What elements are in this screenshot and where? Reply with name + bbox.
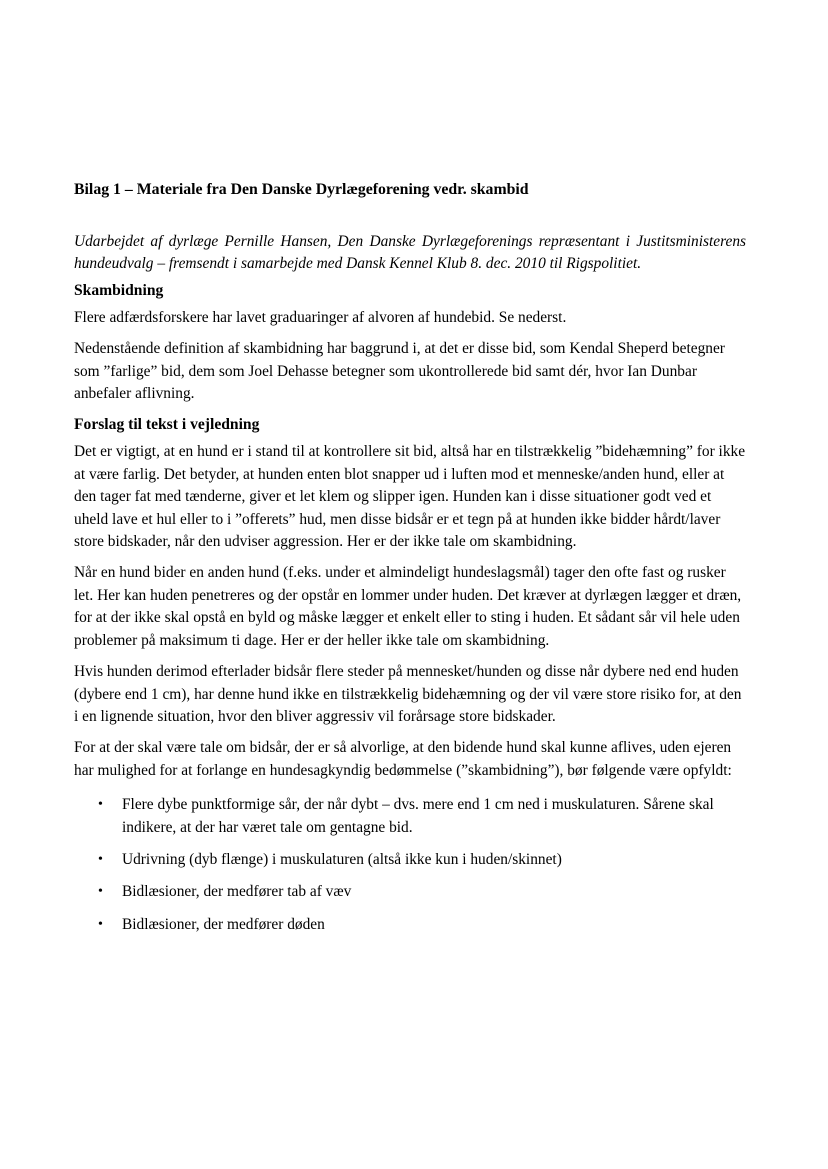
list-item-text: Flere dybe punktformige sår, der når dybt – dvs. mere end 1 cm ned i muskulaturen. Sårene skal indikere, at der har været tale om gentagne bid. <box>122 796 714 836</box>
section-heading: Skambidning <box>74 281 164 299</box>
document-page <box>74 179 746 946</box>
list-item-text: Bidlæsioner, der medfører tab af væv <box>122 883 352 901</box>
paragraph: Nedenstående definition af skambidning har baggrund i, at det er disse bid, som Kendal Sheperd betegner som ”farlige” bid, dem som Joel Dehasse betegner som ukontrollerede bid samt dér, hvor Ian Dunbar anbefaler aflivning. <box>74 340 725 403</box>
list-item <box>74 794 746 839</box>
bullet-icon: • <box>98 851 103 867</box>
bullet-icon: • <box>98 916 103 932</box>
bullet-icon: • <box>98 797 103 813</box>
list-item-text: Bidlæsioner, der medfører døden <box>122 915 325 933</box>
section-forslag <box>74 414 746 936</box>
paragraph: For at der skal være tale om bidsår, der er så alvorlige, at den bidende hund skal kunne aflives, uden ejeren har mulighed for at forlange en hundesagkyndig bedømmelse (”skambidning”), bør følgende være opfyldt: <box>74 739 732 779</box>
section-heading: Forslag til tekst i vejledning <box>74 416 260 434</box>
paragraph: Flere adfærdsforskere har lavet graduaringer af alvoren af hundebid. Se nederst. <box>74 308 567 326</box>
list-item <box>74 914 746 936</box>
list-item-text: Udrivning (dyb flænge) i muskulaturen (altså ikke kun i huden/skinnet) <box>122 850 562 868</box>
section-skambidning <box>74 280 746 406</box>
bullet-icon: • <box>98 884 103 900</box>
paragraph: Når en hund bider en anden hund (f.eks. under et almindeligt hundeslagsmål) tager den ofte fast og rusker let. Her kan huden penetreres og der opstår en lommer under huden. Det kræver at dyrlægen lægger et dræn, for at der ikke skal opstå en byld og måske lægger et enkelt eller to sting i huden. Et sådant sår vil hele uden problemer på maksimum ti dage. Her er der heller ikke tale om skambidning. <box>74 564 742 649</box>
list-item <box>74 849 746 871</box>
intro-paragraph: Udarbejdet af dyrlæge Pernille Hansen, Den Danske Dyrlægeforenings repræsentant i Justitsministerens hundeudvalg – fremsendt i samarbejde med Dansk Kennel Klub 8. dec. 2010 til Rigspolitiet. <box>74 233 746 273</box>
list-item <box>74 881 746 903</box>
paragraph: Hvis hunden derimod efterlader bidsår flere steder på mennesket/hunden og disse når dybere ned end huden (dybere end 1 cm), har denne hund ikke en tilstrækkelig bidehæmning og der vil være store risiko for, at den i en lignende situation, hvor den bliver aggressiv vil forårsage store bidskader. <box>74 663 742 725</box>
document-title: Bilag 1 – Materiale fra Den Danske Dyrlægeforening vedr. skambid <box>74 181 529 198</box>
paragraph: Det er vigtigt, at en hund er i stand til at kontrollere sit bid, altså har en tilstrækkelig ”bidehæmning” for ikke at være farlig. Det betyder, at hunden enten blot snapper ud i luften mod et menneske/anden hund, eller at den tager fat med tænderne, giver et let klem og slipper igen. Hunden kan i disse situationer godt ved et uheld lave et hul eller to i ”offerets” hud, men disse bidsår er et tegn på at hunden ikke bidder hårdt/laver store bidskader, når den udviser aggression. Her er der ikke tale om skambidning. <box>74 443 746 551</box>
criteria-list <box>74 794 746 936</box>
